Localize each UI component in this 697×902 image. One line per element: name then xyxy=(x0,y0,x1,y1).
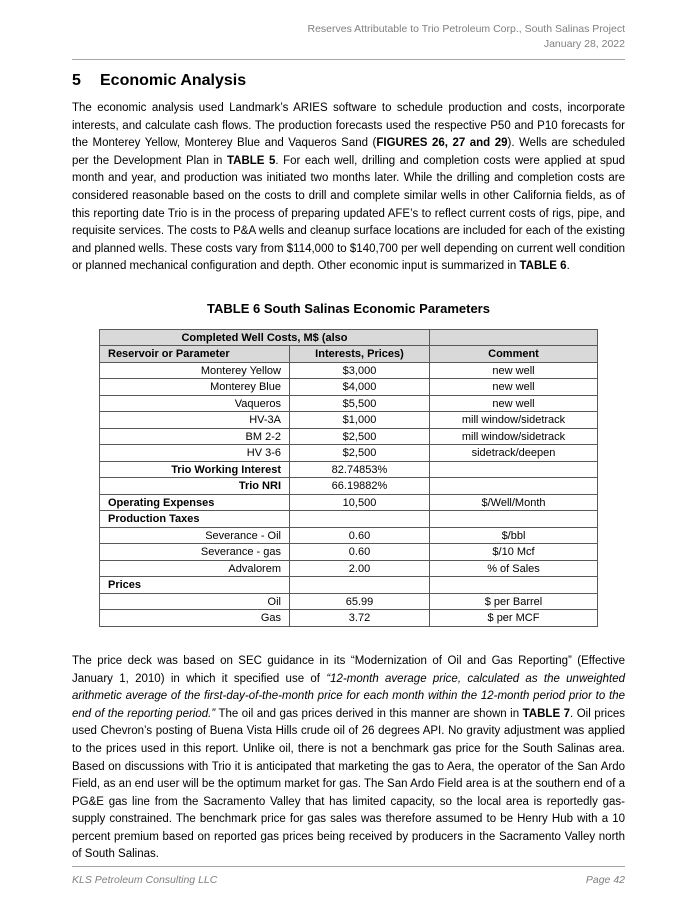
value-cell: $3,000 xyxy=(290,362,430,379)
comment-cell: new well xyxy=(430,362,598,379)
text-segment: The economic analysis used Landmark’s ARIES software to schedule production and costs, incorporate interests, and calculate cash flows. The production forecasts used the respective P50 and P10 forecasts for the Monterey Yellow, Monterey Blue and Vaqueros Sand ( xyxy=(72,102,625,150)
text-segment: TABLE 7 xyxy=(522,707,571,720)
economic-parameters-table xyxy=(99,329,598,627)
table-row xyxy=(100,395,598,412)
comment-cell xyxy=(430,461,598,478)
value-cell xyxy=(290,511,430,528)
param-cell: Prices xyxy=(100,577,290,594)
value-cell: $5,500 xyxy=(290,395,430,412)
value-cell: $1,000 xyxy=(290,412,430,429)
value-cell: $2,500 xyxy=(290,445,430,462)
footer-company: KLS Petroleum Consulting LLC xyxy=(72,874,218,886)
value-cell: 2.00 xyxy=(290,560,430,577)
param-cell: Severance - Oil xyxy=(100,527,290,544)
table-row xyxy=(100,560,598,577)
header-reservoir-or-parameter: Reservoir or Parameter xyxy=(100,346,290,363)
value-cell: 66.19882% xyxy=(290,478,430,495)
text-segment: ). Wells are scheduled per the Development Plan in xyxy=(72,137,625,167)
table-row xyxy=(100,379,598,396)
table-row xyxy=(100,593,598,610)
value-cell: 82.74853% xyxy=(290,461,430,478)
comment-cell: $ per MCF xyxy=(430,610,598,627)
table-row xyxy=(100,494,598,511)
table-title: TABLE 6 South Salinas Economic Parameters xyxy=(207,300,490,316)
text-segment: . For each well, drilling and completion costs were applied at spud month and year, and production was initiated two months later. While the drilling and completion costs are considered reasonable based on the costs to drill and complete similar wells in other California fields, as of this reporting date Trio is in the process of preparing updated AFE’s to reflect current costs of rigs, pipe, and requisite services. The costs to P&A wells and cleanup surface locations are included for each of the existing and planned wells. These costs vary from $114,000 to $140,700 per well depending on current well condition or planned mechanical configuration and depth. Other economic input is summarized in xyxy=(72,154,625,273)
table-row xyxy=(100,428,598,445)
param-cell: Monterey Yellow xyxy=(100,362,290,379)
value-cell: 65.99 xyxy=(290,593,430,610)
value-cell xyxy=(290,577,430,594)
value-cell: 3.72 xyxy=(290,610,430,627)
text-segment: TABLE 5 xyxy=(226,154,276,167)
section-title: Economic Analysis xyxy=(100,72,247,89)
param-cell: Oil xyxy=(100,593,290,610)
value-cell: 10,500 xyxy=(290,494,430,511)
value-cell: $4,000 xyxy=(290,379,430,396)
comment-cell: mill window/sidetrack xyxy=(430,428,598,445)
text-segment: FIGURES 26, 27 and 29 xyxy=(376,137,508,150)
param-cell: Vaqueros xyxy=(100,395,290,412)
text-segment: . Oil prices used Chevron’s posting of Buena Vista Hills crude oil of 26 degrees API. No gravity adjustment was applied to the prices used in this report. Unlike oil, there is not a benchmark gas price for the South Salinas area. Based on discussions with Trio it is anticipated that marketing the gas to Aera, the operator of the San Ardo Field, as an end user will be the optimum market for gas. The San Ardo Field area is at the southern end of a PG&E gas line from the Sacramento Valley that has limited capacity, so the local area is reportedly gas-supply constrained. The benchmark price for gas sales was therefore assumed to be Henry Hub with a 10 percent premium based on reported gas prices being received by producers in the Sacramento Valley north of South Salinas. xyxy=(72,707,625,861)
table-row xyxy=(100,544,598,561)
comment-cell: mill window/sidetrack xyxy=(430,412,598,429)
header-date: January 28, 2022 xyxy=(543,38,625,50)
comment-cell xyxy=(430,577,598,594)
table-row xyxy=(100,461,598,478)
table-head xyxy=(100,329,598,362)
header-interests-prices: Interests, Prices) xyxy=(290,346,430,363)
table-row xyxy=(100,527,598,544)
param-cell: Advalorem xyxy=(100,560,290,577)
document-footer xyxy=(72,866,625,886)
header-comment: Comment xyxy=(430,346,598,363)
value-cell: 0.60 xyxy=(290,544,430,561)
comment-cell: $/bbl xyxy=(430,527,598,544)
text-segment: The oil and gas prices derived in this manner are shown in xyxy=(215,707,523,720)
table-row xyxy=(100,362,598,379)
text-segment: The price deck was based on SEC guidance in its “Modernization of Oil and Gas Reporting” (Effective January 1, 2010) in which it specified use of xyxy=(72,654,625,685)
param-cell: Monterey Blue xyxy=(100,379,290,396)
comment-cell: $/10 Mcf xyxy=(430,544,598,561)
param-cell: HV 3-6 xyxy=(100,445,290,462)
comment-cell: new well xyxy=(430,395,598,412)
param-cell: Trio NRI xyxy=(100,478,290,495)
table-header-row-top xyxy=(100,329,598,346)
section-number: 5 xyxy=(72,72,81,89)
param-cell: HV-3A xyxy=(100,412,290,429)
comment-cell: $/Well/Month xyxy=(430,494,598,511)
param-cell: Severance - gas xyxy=(100,544,290,561)
text-segment: . xyxy=(566,260,570,273)
comment-cell: $ per Barrel xyxy=(430,593,598,610)
table-row xyxy=(100,511,598,528)
table-row xyxy=(100,445,598,462)
text-segment: “12-month average price, calculated as the unweighted arithmetic average of the first-day-of-the-month price for each month within the 12-month period prior to the end of the reporting period.” xyxy=(72,672,625,720)
section-heading xyxy=(72,72,625,90)
table-row xyxy=(100,478,598,495)
comment-cell: % of Sales xyxy=(430,560,598,577)
comment-cell: new well xyxy=(430,379,598,396)
header-rule xyxy=(72,59,625,60)
param-cell: BM 2-2 xyxy=(100,428,290,445)
header-empty-cell xyxy=(430,329,598,346)
param-cell: Operating Expenses xyxy=(100,494,290,511)
param-cell: Gas xyxy=(100,610,290,627)
footer-page-number: Page 42 xyxy=(585,874,625,886)
paragraph-economic-analysis xyxy=(72,100,625,276)
header-completed-well-costs: Completed Well Costs, M$ (also xyxy=(100,329,430,346)
comment-cell: sidetrack/deepen xyxy=(430,445,598,462)
value-cell: $2,500 xyxy=(290,428,430,445)
table-header-row xyxy=(100,346,598,363)
table-body xyxy=(100,362,598,626)
value-cell: 0.60 xyxy=(290,527,430,544)
document-header xyxy=(72,22,625,52)
param-cell: Production Taxes xyxy=(100,511,290,528)
param-cell: Trio Working Interest xyxy=(100,461,290,478)
text-segment: TABLE 6 xyxy=(519,260,567,273)
table-row xyxy=(100,577,598,594)
comment-cell xyxy=(430,478,598,495)
paragraph-price-deck xyxy=(72,653,625,864)
table-row xyxy=(100,610,598,627)
header-title: Reserves Attributable to Trio Petroleum Corp., South Salinas Project xyxy=(307,23,625,35)
comment-cell xyxy=(430,511,598,528)
table-row xyxy=(100,412,598,429)
